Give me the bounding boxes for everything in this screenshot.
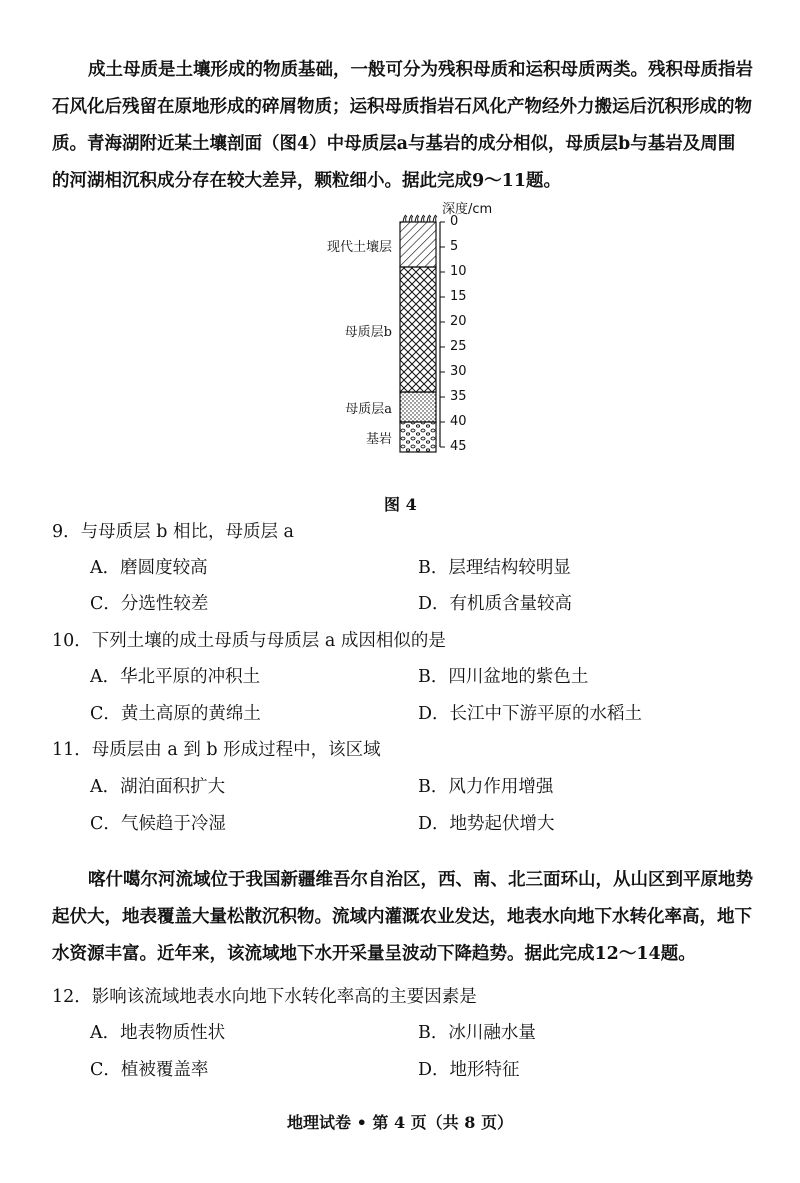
axis-title: 深度/cm (442, 202, 493, 217)
question-9-stem: 9．与母质层 b 相比，母质层 a (52, 522, 294, 542)
q10-option-c: C．黄土高原的黄绵土 (90, 704, 261, 724)
question-12-stem: 12．影响该流域地表水向地下水转化率高的主要因素是 (52, 987, 477, 1007)
q9-option-a: A．磨圆度较高 (90, 558, 208, 578)
q11-option-b: B．风力作用增强 (418, 777, 554, 797)
layer-label: 基岩 (365, 432, 392, 447)
q9-option-d: D．有机质含量较高 (418, 594, 573, 614)
depth-tick-label: 15 (450, 289, 467, 304)
depth-tick-label: 5 (450, 239, 459, 254)
q10-option-a: A．华北平原的冲积土 (90, 667, 261, 687)
depth-tick-label: 35 (450, 389, 467, 404)
intro1-line: 的河湖相沉积成分存在较大差异，颗粒细小。据此完成9～11题。 (52, 171, 562, 191)
intro2-line: 水资源丰富。近年来，该流域地下水开采量呈波动下降趋势。据此完成12～14题。 (52, 944, 696, 964)
depth-tick-label: 25 (450, 339, 467, 354)
layer-label: 母质层b (344, 324, 392, 340)
depth-tick-label: 0 (450, 214, 459, 229)
grass-tuft (427, 215, 431, 222)
bedrock-layer (400, 422, 436, 452)
grass-tuft (421, 215, 425, 222)
depth-tick-label: 30 (450, 364, 467, 379)
depth-tick-label: 40 (450, 414, 467, 429)
parent-material-b-layer (400, 267, 436, 392)
grass-tuft (409, 215, 413, 222)
q11-option-a: A．湖泊面积扩大 (90, 777, 226, 797)
q9-option-b: B．层理结构较明显 (418, 558, 571, 578)
intro-paragraph-2 (52, 862, 762, 973)
grass-tuft (415, 215, 419, 222)
grass-tuft (433, 215, 437, 222)
page-footer: 地理试卷 • 第 4 页（共 8 页） (287, 1113, 513, 1132)
q10-option-b: B．四川盆地的紫色土 (418, 667, 589, 687)
q11-option-c: C．气候趋于冷湿 (90, 814, 226, 834)
question-10-stem: 10．下列土壤的成土母质与母质层 a 成因相似的是 (52, 631, 446, 651)
layer-label: 现代土壤层 (326, 239, 392, 255)
depth-tick-label: 20 (450, 314, 467, 329)
figure-caption: 图 4 (384, 495, 417, 514)
grass-tuft (403, 215, 407, 222)
intro2-line: 喀什噶尔河流域位于我国新疆维吾尔自治区，西、南、北三面环山，从山区到平原地势 (88, 870, 753, 890)
q11-option-d: D．地势起伏增大 (418, 814, 555, 834)
depth-tick-label: 45 (450, 439, 467, 454)
q10-option-d: D．长江中下游平原的水稻土 (418, 704, 643, 724)
depth-tick-label: 10 (450, 264, 467, 279)
intro1-line: 石风化后残留在原地形成的碎屑物质；运积母质指岩石风化产物经外力搬运后沉积形成的物 (52, 97, 752, 117)
layer-label: 母质层a (345, 402, 392, 417)
parent-material-a-layer (400, 392, 436, 422)
q12-option-a: A．地表物质性状 (90, 1023, 226, 1043)
intro1-line: 质。青海湖附近某土壤剖面（图4）中母质层a与基岩的成分相似，母质层b与基岩及周围 (52, 134, 736, 154)
q9-option-c: C．分选性较差 (90, 594, 209, 614)
soil-profile-figure (300, 196, 510, 496)
intro2-line: 起伏大，地表覆盖大量松散沉积物。流域内灌溉农业发达，地表水向地下水转化率高，地下 (52, 907, 752, 927)
q12-option-c: C．植被覆盖率 (90, 1060, 209, 1080)
q12-option-d: D．地形特征 (418, 1060, 520, 1080)
intro-paragraph-1 (52, 52, 762, 200)
intro1-line: 成土母质是土壤形成的物质基础，一般可分为残积母质和运积母质两类。残积母质指岩 (88, 60, 753, 80)
modern-soil-layer (400, 222, 436, 267)
grass-surface-icon (403, 215, 437, 222)
question-11-stem: 11．母质层由 a 到 b 形成过程中，该区域 (52, 740, 381, 760)
q12-option-b: B．冰川融水量 (418, 1023, 536, 1043)
